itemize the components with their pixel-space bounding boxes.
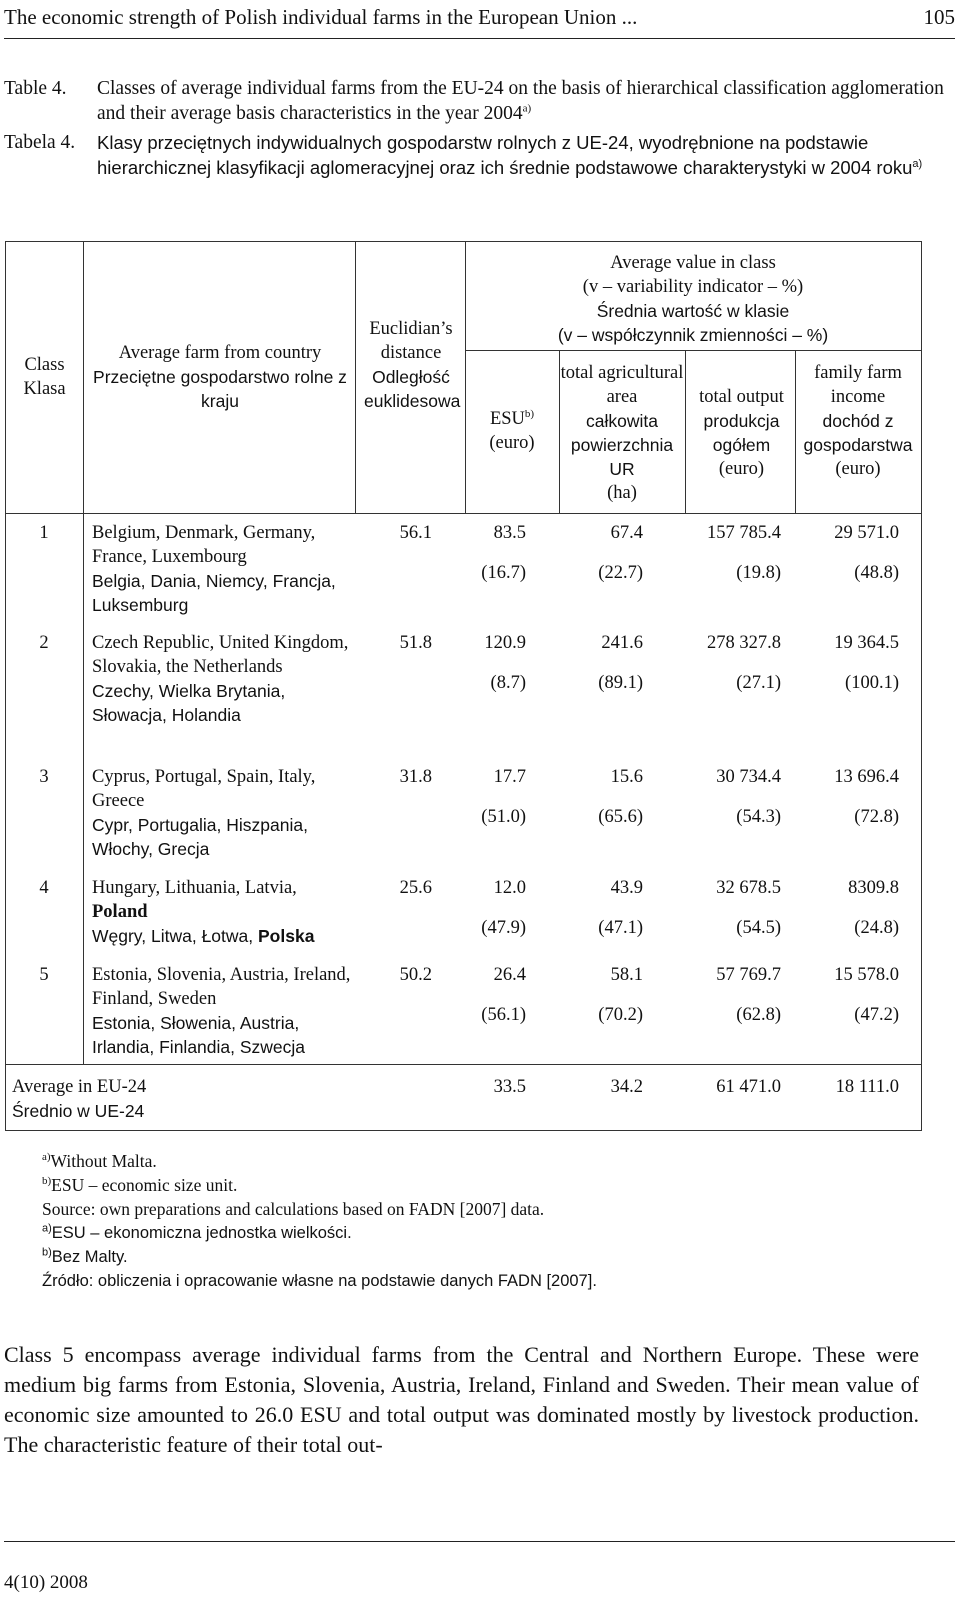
table-caption-label-en: Table 4. <box>4 78 67 99</box>
income-variability: (72.8) <box>854 807 899 827</box>
country-list: Cyprus, Portugal, Spain, Italy, Greece Cypr, Portugalia, Hiszpania, Włochy, Grecja <box>92 767 316 859</box>
income-variability: (47.2) <box>854 1005 899 1025</box>
esu-variability: (16.7) <box>481 563 526 583</box>
income-average: 18 111.0 <box>835 1077 899 1097</box>
table-divider <box>685 350 686 513</box>
output-variability: (19.8) <box>736 563 781 583</box>
table-divider <box>6 513 921 514</box>
area-variability: (22.7) <box>598 563 643 583</box>
header-income: family farm income dochód z gospodarstwa (euro) <box>803 363 913 479</box>
output-variability: (54.3) <box>736 807 781 827</box>
table-caption-text-en: Classes of average individual farms from the EU-24 on the basis of hierarchical classification agglomeration and their average basis characteristics in the year 2004$^{a)}$ <box>97 78 944 124</box>
area-value: 241.6 <box>601 633 643 653</box>
footnote: $^{a)}$ESU – ekonomiczna jednostka wielkości. <box>42 1222 352 1242</box>
area-variability: (89.1) <box>598 673 643 693</box>
country-list: Hungary, Lithuania, Latvia, Poland Węgry, Litwa, Łotwa, Polska <box>92 878 315 946</box>
class-number: 5 <box>39 965 49 985</box>
header-esu: ESU$^{b)}$ (euro) <box>489 407 535 453</box>
distance-value: 50.2 <box>399 965 432 985</box>
distance-value: 56.1 <box>399 523 432 543</box>
class-number: 4 <box>39 878 49 898</box>
income-value: 15 578.0 <box>834 965 899 985</box>
table-divider <box>355 242 356 513</box>
distance-value: 51.8 <box>399 633 432 653</box>
class-number: 2 <box>39 633 49 653</box>
output-value: 157 785.4 <box>707 523 781 543</box>
esu-variability: (47.9) <box>481 918 526 938</box>
output-average: 61 471.0 <box>716 1077 781 1097</box>
area-value: 67.4 <box>610 523 643 543</box>
output-value: 278 327.8 <box>707 633 781 653</box>
area-variability: (47.1) <box>598 918 643 938</box>
income-value: 19 364.5 <box>834 633 899 653</box>
header-average-value: Average value in class (v – variability indicator – %) Średnia wartość w klasie (v – współczynnik zmienności – %) <box>557 253 829 345</box>
esu-value: 120.9 <box>484 633 526 653</box>
footnote: $^{b)}$ESU – economic size unit. <box>42 1175 238 1195</box>
country-list: Estonia, Slovenia, Austria, Ireland, Finland, Sweden Estonia, Słowenia, Austria, Irlandia, Finlandia, Szwecja <box>92 965 351 1057</box>
area-value: 15.6 <box>610 767 643 787</box>
data-table <box>5 241 922 1131</box>
page-number: 105 <box>923 5 955 29</box>
country-list: Belgium, Denmark, Germany, France, Luxembourg Belgia, Dania, Niemcy, Francja, Luksemburg <box>92 523 336 615</box>
average-label: Average in EU-24 Średnio w UE-24 <box>12 1077 147 1121</box>
output-value: 30 734.4 <box>716 767 781 787</box>
area-value: 58.1 <box>610 965 643 985</box>
table-divider <box>83 242 84 1064</box>
country-list: Czech Republic, United Kingdom, Slovakia, the Netherlands Czechy, Wielka Brytania, Słowacja, Holandia <box>92 633 349 725</box>
running-title: The economic strength of Polish individual farms in the European Union ... <box>4 5 638 29</box>
table-divider <box>6 1064 921 1065</box>
footnote: $^{b)}$Bez Malty. <box>42 1246 128 1266</box>
class-number: 3 <box>39 767 49 787</box>
area-average: 34.2 <box>610 1077 643 1097</box>
esu-variability: (8.7) <box>490 673 526 693</box>
header-class: Class Klasa <box>23 355 66 399</box>
body-paragraph: Class 5 encompass average individual farms from the Central and Northern Europe. These were medium big farms from Estonia, Slovenia, Austria, Ireland, Finland and Sweden. Their mean value of economic size amounted to 26.0 ESU and total output was dominated mostly by livestock production. The characteristic feature of their total out- <box>4 1342 919 1457</box>
esu-value: 83.5 <box>493 523 526 543</box>
table-divider <box>795 350 796 513</box>
output-variability: (62.8) <box>736 1005 781 1025</box>
table-caption-label-pl: Tabela 4. <box>4 132 76 153</box>
page-footer <box>4 1541 955 1596</box>
table-footnotes <box>42 1149 922 1293</box>
table-divider <box>465 350 921 351</box>
table-caption-text-pl: Klasy przeciętnych indywidualnych gospodarstw rolnych z UE-24, wyodrębnione na podstawie hierarchicznej klasyfikacji aglomeracyjnej oraz ich średnie podstawowe charakterystyki w 2004 roku$^{a)}$ <box>97 132 923 178</box>
header-output: total output produkcja ogółem (euro) <box>699 387 784 479</box>
class-number: 1 <box>39 523 49 543</box>
esu-average: 33.5 <box>493 1077 526 1097</box>
header-area: total agricultural area całkowita powierzchnia UR (ha) <box>560 363 684 503</box>
income-value: 13 696.4 <box>834 767 899 787</box>
esu-value: 17.7 <box>493 767 526 787</box>
issue-label: 4(10) 2008 <box>4 1572 88 1593</box>
table-caption-pl <box>4 130 956 180</box>
output-variability: (27.1) <box>736 673 781 693</box>
esu-value: 26.4 <box>493 965 526 985</box>
footnote: $^{a)}$Without Malta. <box>42 1151 157 1171</box>
esu-variability: (56.1) <box>481 1005 526 1025</box>
income-value: 8309.8 <box>848 878 899 898</box>
footnote-source: Source: own preparations and calculations based on FADN [2007] data. <box>42 1199 545 1219</box>
area-variability: (65.6) <box>598 807 643 827</box>
area-variability: (70.2) <box>598 1005 643 1025</box>
area-value: 43.9 <box>610 878 643 898</box>
income-variability: (24.8) <box>854 918 899 938</box>
output-value: 32 678.5 <box>716 878 781 898</box>
output-value: 57 769.7 <box>716 965 781 985</box>
income-variability: (100.1) <box>845 673 899 693</box>
footnote-source: Źródło: obliczenia i opracowanie własne na podstawie danych FADN [2007]. <box>42 1272 597 1290</box>
income-value: 29 571.0 <box>834 523 899 543</box>
esu-variability: (51.0) <box>481 807 526 827</box>
output-variability: (54.5) <box>736 918 781 938</box>
running-header <box>4 0 955 39</box>
distance-value: 31.8 <box>399 767 432 787</box>
header-distance: Euclidian’s distance Odległość euklidesowa <box>364 319 461 411</box>
header-country: Average farm from country Przeciętne gospodarstwo rolne z kraju <box>93 343 347 411</box>
distance-value: 25.6 <box>399 878 432 898</box>
esu-value: 12.0 <box>493 878 526 898</box>
table-caption-en <box>4 76 956 126</box>
income-variability: (48.8) <box>854 563 899 583</box>
